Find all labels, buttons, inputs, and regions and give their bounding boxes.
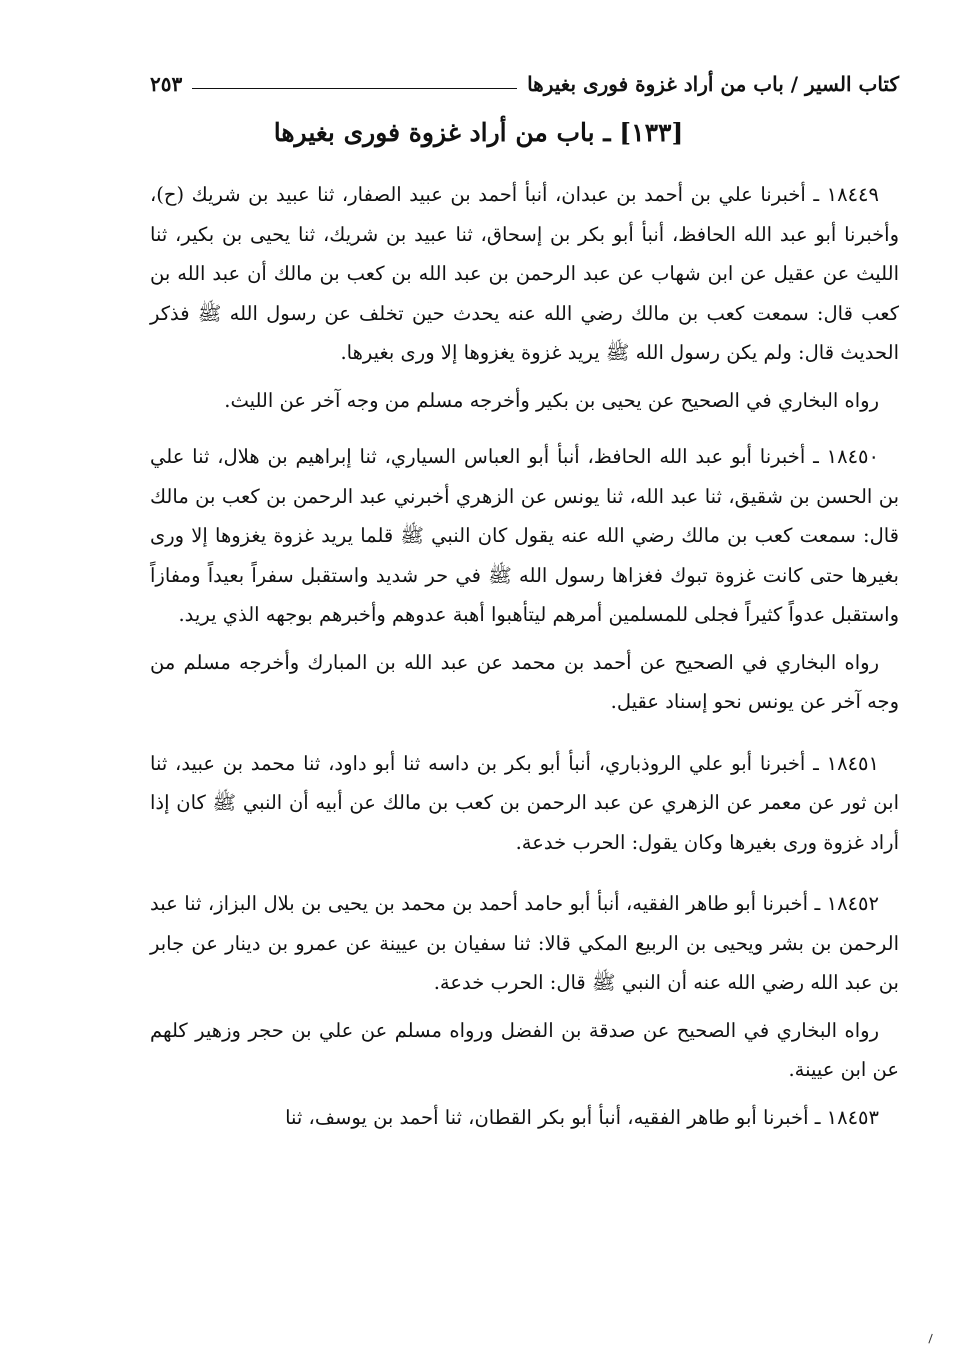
takhrij-18449: رواه البخاري في الصحيح عن يحيى بن بكير وأخرجه مسلم من وجه آخر عن الليث. (224, 388, 879, 412)
takhrij-18450: رواه البخاري في الصحيح عن أحمد بن محمد عن عبد الله بن المبارك وأخرجه مسلم من وجه آخر عن يونس نحو إسناد عقيل. (150, 650, 899, 713)
hadith-18449: ١٨٤٤٩ ـ أخبرنا علي بن أحمد بن عبدان، أنبأ أحمد بن عبيد الصفار، ثنا عبيد بن شريك (ح)، وأخبرنا أبو عبد الله الحافظ، أنبأ أبو بكر بن إسحاق، ثنا عبيد بن شريك، ثنا يحيى بن بكير، ثنا الليث عن عقيل عن ابن شهاب عن عبد الرحمن بن عبد الله بن كعب بن مالك أن عبد الله بن كعب قال: سمعت كعب بن مالك رضي الله عنه يحدث حين تخلف عن رسول الله ﷺ فذكر الحديث قال: ولم يكن رسول الله ﷺ يريد غزوة يغزوها إلا ورى بغيرها. (150, 183, 899, 364)
hadith-18451: ١٨٤٥١ ـ أخبرنا أبو علي الروذباري، أنبأ أبو بكر بن داسه ثنا أبو داود، ثنا محمد بن عبيد، ثنا ابن ثور عن معمر عن الزهري عن عبد الرحمن بن كعب بن مالك عن أبيه أن النبي ﷺ كان إذا أراد غزوة ورى بغيرها وكان يقول: الحرب خدعة. (150, 751, 899, 854)
margin-mark (928, 1334, 934, 1344)
hadith-18452: ١٨٤٥٢ ـ أخبرنا أبو طاهر الفقيه، أنبأ أبو حامد أحمد بن محمد بن يحيى بن بلال البزاز، ثنا عبد الرحمن بن بشر ويحيى بن الربيع المكي قالا: ثنا سفيان بن عيينة عن عمرو بن دينار عن جابر بن عبد الله رضي الله عنه أن النبي ﷺ قال: الحرب خدعة. (150, 892, 899, 994)
running-title: كتاب السير / باب من أراد غزوة فورى بغيرها (527, 72, 899, 96)
page-number: ٢٥٣ (150, 72, 183, 96)
page-body (150, 175, 899, 1137)
hadith-18450: ١٨٤٥٠ ـ أخبرنا أبو عبد الله الحافظ، أنبأ أبو العباس السياري، ثنا إبراهيم بن هلال، ثنا علي بن الحسن بن شقيق، ثنا عبد الله، ثنا يونس عن الزهري أخبرني عبد الرحمن بن كعب بن مالك قال: سمعت كعب بن مالك رضي الله عنه يقول كان النبي ﷺ قلما يريد غزوة يغزوها إلا ورى بغيرها حتى كانت غزوة تبوك فغزاها رسول الله ﷺ في حر شديد واستقبل سفراً بعيداً ومفازاً واستقبل عدواً كثيراً فجلى للمسلمين أمرهم ليتأهبوا أهبة عدوهم وأخبرهم بوجهه الذي يريد. (150, 445, 899, 626)
header-rule (192, 88, 517, 89)
chapter-title: [١٣٣] ـ باب من أراد غزوة فورى بغيرها (273, 118, 684, 147)
takhrij-18452: رواه البخاري في الصحيح عن صدقة بن الفضل ورواه مسلم عن علي بن حجر وزهير كلهم عن ابن عيينة. (150, 1018, 899, 1081)
hadith-18453: ١٨٤٥٣ ـ أخبرنا أبو طاهر الفقيه، أنبأ أبو بكر القطان، ثنا أحمد بن يوسف، ثنا (285, 1105, 879, 1129)
running-header (150, 66, 899, 102)
